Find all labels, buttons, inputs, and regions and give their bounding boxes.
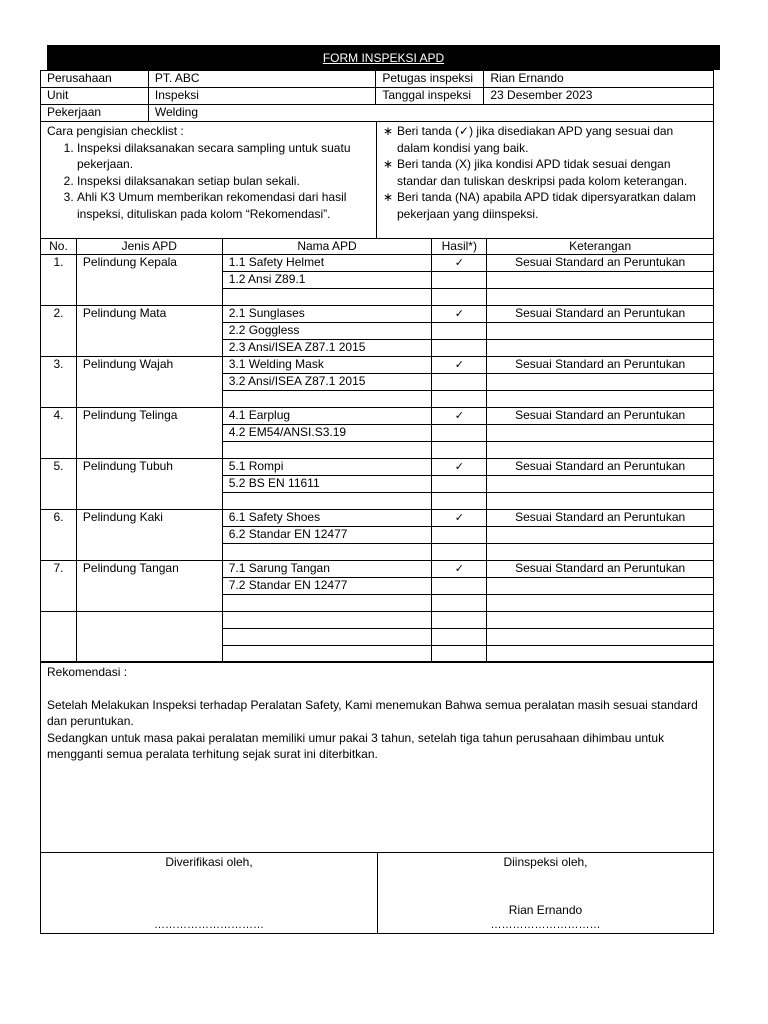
row-nama-apd <box>222 391 432 408</box>
instructions-steps <box>47 140 370 223</box>
row-hasil <box>432 391 487 408</box>
instruction-step: 3. Ahli K3 Umum memberikan rekomendasi dari hasil inspeksi, dituliskan pada kolom “Rekomendasi”. <box>77 189 370 222</box>
instructions-heading: Cara pengisian checklist : <box>47 124 184 138</box>
check-mark-icon: ✓ <box>432 357 487 374</box>
check-mark-icon: ✓ <box>432 408 487 425</box>
row-number: 2. <box>41 306 77 357</box>
row-hasil <box>432 493 487 510</box>
row-nama-apd: 5.1 Rompi <box>222 459 432 476</box>
header-nama: Nama APD <box>222 239 432 255</box>
row-nama-apd: 3.1 Welding Mask <box>222 357 432 374</box>
row-keterangan <box>487 595 714 612</box>
check-mark-icon: ✓ <box>432 306 487 323</box>
row-nama-apd <box>222 442 432 459</box>
row-nama-apd: 4.1 Earplug <box>222 408 432 425</box>
form-title: FORM INSPEKSI APD <box>47 45 720 70</box>
row-keterangan <box>487 527 714 544</box>
row-hasil <box>432 323 487 340</box>
table-row <box>41 459 714 476</box>
table-row <box>41 306 714 323</box>
row-keterangan <box>487 425 714 442</box>
empty-cell <box>487 629 714 646</box>
inspector-label: Petugas inspeksi <box>376 71 484 88</box>
row-nama-apd: 7.1 Sarung Tangan <box>222 561 432 578</box>
row-number: 3. <box>41 357 77 408</box>
recommendation-text-2: Sedangkan untuk masa pakai peralatan memiliki umur pakai 3 tahun, setelah tiga tahun perusahaan dihimbau untuk mengganti semua peralata terhitung sejak surat ini diterbitkan. <box>47 730 665 761</box>
check-mark-icon: ✓ <box>432 255 487 272</box>
row-number: 1. <box>41 255 77 306</box>
job-value: Welding <box>148 105 375 122</box>
instruction-mark: ∗ Beri tanda (X) jika kondisi APD tidak sesuai dengan standar dan tuliskan deskripsi pada kolom keterangan. <box>397 156 705 189</box>
signature-verified <box>40 852 378 934</box>
check-mark-icon: ✓ <box>432 459 487 476</box>
inspected-name: Rian Ernando <box>508 903 583 917</box>
empty-cell <box>222 646 432 663</box>
empty-cell <box>487 612 714 629</box>
row-nama-apd <box>222 595 432 612</box>
row-hasil <box>432 289 487 306</box>
check-mark-icon: ✓ <box>432 561 487 578</box>
row-jenis-apd: Pelindung Tangan <box>76 561 222 612</box>
row-nama-apd: 1.2 Ansi Z89.1 <box>222 272 432 289</box>
row-keterangan <box>487 578 714 595</box>
row-hasil <box>432 476 487 493</box>
row-keterangan <box>487 476 714 493</box>
row-jenis-apd: Pelindung Telinga <box>76 408 222 459</box>
instruction-step: 2. Inspeksi dilaksanakan setiap bulan sekali. <box>77 173 370 190</box>
header-hasil: Hasil*) <box>432 239 487 255</box>
row-nama-apd: 3.2 Ansi/ISEA Z87.1 2015 <box>222 374 432 391</box>
verified-signature-line: ………………………… <box>154 919 264 931</box>
row-keterangan <box>487 289 714 306</box>
table-row <box>41 357 714 374</box>
check-mark-icon: ✓ <box>432 510 487 527</box>
unit-label: Unit <box>41 88 149 105</box>
table-row <box>41 408 714 425</box>
info-table <box>40 70 714 122</box>
job-spacer <box>376 105 714 122</box>
row-jenis-apd: Pelindung Kepala <box>76 255 222 306</box>
row-nama-apd: 1.1 Safety Helmet <box>222 255 432 272</box>
row-keterangan <box>487 323 714 340</box>
row-hasil <box>432 340 487 357</box>
empty-cell <box>487 646 714 663</box>
header-no: No. <box>41 239 77 255</box>
row-hasil <box>432 442 487 459</box>
row-hasil <box>432 374 487 391</box>
header-keterangan: Keterangan <box>487 239 714 255</box>
recommendation-text-1: Setelah Melakukan Inspeksi terhadap Peralatan Safety, Kami menemukan Bahwa semua peralatan masih sesuai standard dan peruntukan. <box>47 697 698 728</box>
instruction-mark: ∗ Beri tanda (✓) jika disediakan APD yang sesuai dan dalam kondisi yang baik. <box>397 123 705 156</box>
table-row <box>41 255 714 272</box>
job-label: Pekerjaan <box>41 105 149 122</box>
verified-label: Diverifikasi oleh, <box>165 855 253 869</box>
row-keterangan <box>487 391 714 408</box>
empty-cell <box>432 646 487 663</box>
unit-value: Inspeksi <box>148 88 375 105</box>
header-jenis: Jenis APD <box>76 239 222 255</box>
row-hasil <box>432 272 487 289</box>
row-number: 6. <box>41 510 77 561</box>
instruction-step: 1. Inspeksi dilaksanakan secara sampling untuk suatu pekerjaan. <box>77 140 370 173</box>
instructions-right <box>376 121 714 239</box>
signature-inspected <box>377 852 714 934</box>
recommendation-section <box>40 661 714 853</box>
row-nama-apd: 6.1 Safety Shoes <box>222 510 432 527</box>
inspected-signature-line: ………………………… <box>490 919 601 931</box>
table-row <box>41 561 714 578</box>
row-nama-apd <box>222 544 432 561</box>
row-keterangan <box>487 442 714 459</box>
empty-cell <box>222 629 432 646</box>
row-nama-apd: 7.2 Standar EN 12477 <box>222 578 432 595</box>
date-value: 23 Desember 2023 <box>484 88 714 105</box>
instructions-left <box>40 121 377 239</box>
row-keterangan <box>487 374 714 391</box>
row-hasil <box>432 425 487 442</box>
row-hasil <box>432 578 487 595</box>
row-nama-apd: 2.1 Sunglases <box>222 306 432 323</box>
company-value: PT. ABC <box>148 71 375 88</box>
row-nama-apd <box>222 289 432 306</box>
instruction-mark: ∗ Beri tanda (NA) apabila APD tidak dipersyaratkan dalam pekerjaan yang diinspeksi. <box>397 189 705 222</box>
row-jenis-apd: Pelindung Tubuh <box>76 459 222 510</box>
row-keterangan <box>487 493 714 510</box>
row-keterangan: Sesuai Standard an Peruntukan <box>487 510 714 527</box>
row-number: 4. <box>41 408 77 459</box>
row-nama-apd: 4.2 EM54/ANSI.S3.19 <box>222 425 432 442</box>
empty-cell <box>222 612 432 629</box>
row-keterangan <box>487 544 714 561</box>
row-nama-apd: 5.2 BS EN 11611 <box>222 476 432 493</box>
row-keterangan: Sesuai Standard an Peruntukan <box>487 459 714 476</box>
recommendation-heading: Rekomendasi : <box>47 665 128 679</box>
row-keterangan: Sesuai Standard an Peruntukan <box>487 255 714 272</box>
row-keterangan: Sesuai Standard an Peruntukan <box>487 561 714 578</box>
empty-cell <box>432 612 487 629</box>
row-jenis-apd: Pelindung Kaki <box>76 510 222 561</box>
row-number: 7. <box>41 561 77 612</box>
row-nama-apd: 2.2 Goggless <box>222 323 432 340</box>
row-nama-apd: 2.3 Ansi/ISEA Z87.1 2015 <box>222 340 432 357</box>
inspected-label: Diinspeksi oleh, <box>503 855 588 869</box>
row-keterangan <box>487 340 714 357</box>
empty-cell <box>432 629 487 646</box>
row-hasil <box>432 595 487 612</box>
row-jenis-apd: Pelindung Mata <box>76 306 222 357</box>
instructions-marks <box>379 123 705 222</box>
apd-checklist-table <box>40 238 714 663</box>
table-row <box>41 510 714 527</box>
row-keterangan: Sesuai Standard an Peruntukan <box>487 408 714 425</box>
row-jenis-apd <box>76 612 222 663</box>
row-keterangan <box>487 272 714 289</box>
row-nama-apd: 6.2 Standar EN 12477 <box>222 527 432 544</box>
row-hasil <box>432 527 487 544</box>
company-label: Perusahaan <box>41 71 149 88</box>
date-label: Tanggal inspeksi <box>376 88 484 105</box>
row-hasil <box>432 544 487 561</box>
row-keterangan: Sesuai Standard an Peruntukan <box>487 306 714 323</box>
table-row-empty <box>41 612 714 629</box>
row-keterangan: Sesuai Standard an Peruntukan <box>487 357 714 374</box>
row-number: 5. <box>41 459 77 510</box>
row-jenis-apd: Pelindung Wajah <box>76 357 222 408</box>
row-number <box>41 612 77 663</box>
inspector-value: Rian Ernando <box>484 71 714 88</box>
row-nama-apd <box>222 493 432 510</box>
